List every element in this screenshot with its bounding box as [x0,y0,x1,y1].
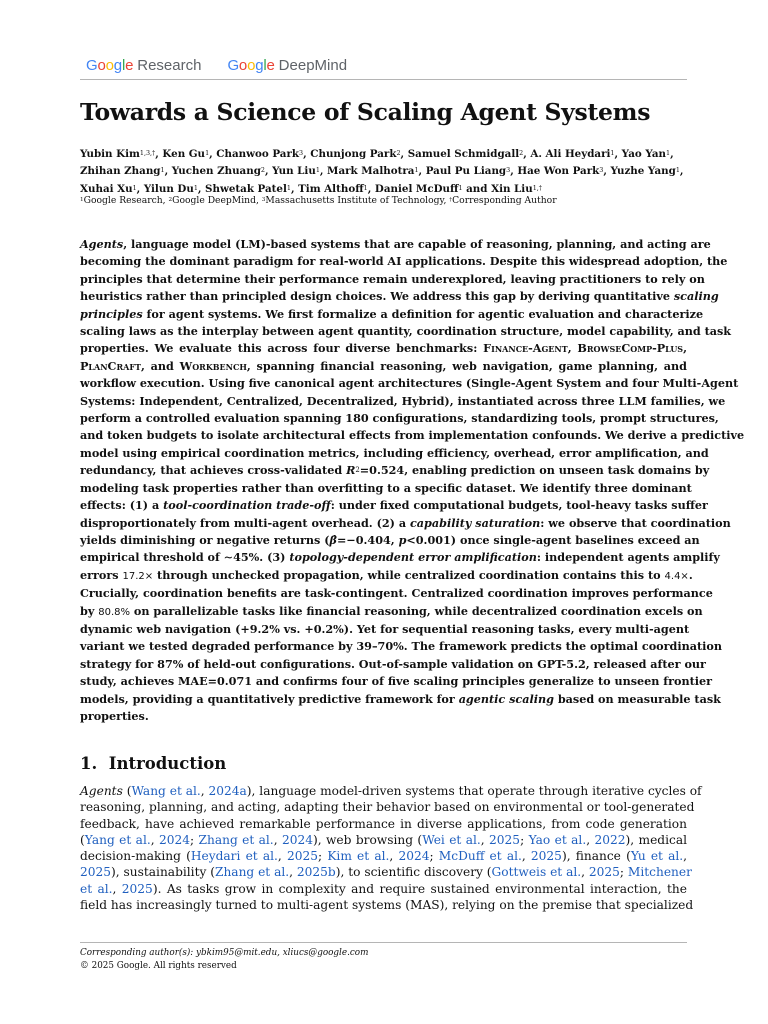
introduction-body [80,783,702,913]
author-name: Yubin Kim$^{1,3,\dagger}$ [80,148,156,160]
abstract-line: disproportionately from multi-agent overhead. (2) a capability saturation: we observe that coordination [80,515,731,530]
citation-link[interactable]: Kim et al. [327,849,390,864]
abstract-line: principles for agent systems. We first formalize a definition for agentic evaluation and characterize [80,306,704,321]
abstract-line: by 80.8% on parallelizable tasks like financial reasoning, while decentralized coordination excels on [80,603,703,618]
abstract-line: Crucially, coordination benefits are task-contingent. Centralized coordination improves performance [80,586,713,601]
citation-link[interactable]: Heydari et al. [190,849,278,864]
author-name: Daniel McDuff$^1$ [374,182,463,195]
intro-line: field has increasingly turned to multi-agent systems (MAS), relying on the premise that specialized [80,898,694,913]
header-divider [80,79,687,80]
abstract-line: perform a controlled evaluation spanning 180 configurations, standardizing tools, prompt structures, [80,411,719,426]
abstract-line: properties. We evaluate this across four diverse benchmarks: Finance-Agent, BrowseComp-Plus, [80,341,687,356]
citation-link[interactable]: McDuff et al. [438,849,522,864]
intro-line: Agents (Wang et al., 2024a), language model-driven systems that operate through iterative cycles of [80,784,702,798]
citation-link[interactable]: et al. [80,881,113,896]
citation-link[interactable]: Yu et al. [630,849,684,864]
author-name: Paul Pu Liang$^3$ [425,165,511,178]
citation-link[interactable]: 2025 [121,881,153,896]
citation-link[interactable]: Wang et al. [131,784,201,798]
abstract-line: models, providing a quantitatively predictive framework for agentic scaling based on measurable task [80,691,721,706]
abstract-line: principles that determine their performance remain underexplored, leaving practitioners to rely on [80,271,705,286]
google-wordmark: Google [86,56,134,74]
citation-link[interactable]: 2025 [530,849,562,864]
author-line: Xuhai Xu$^1$, Yilun Du$^1$, Shwetak Patel$^1$, Tim Althoff$^1$, Daniel McDuff$^1$ and Xin Liu$^{1,\dagger}$ [80,182,542,195]
abstract-line: Agents, language model (LM)-based systems that are capable of reasoning, planning, and acting are [80,237,711,251]
intro-line: 2025), sustainability (Zhang et al., 2025b), to scientific discovery (Gottweis et al., 2025; Mitchener [80,865,692,880]
citation-link[interactable]: Gottweis et al. [491,865,582,880]
author-name: Yao Yan$^1$ [621,148,671,160]
citation-link[interactable]: 2024 [281,832,313,847]
citation-link[interactable]: Yao et al. [528,832,587,847]
citation-link[interactable]: 2024 [398,849,430,864]
author-name: A. Ali Heydari$^1$ [530,148,615,160]
intro-line: feedback, have achieved remarkable performance in diverse applications, from code generation [80,816,687,831]
author-name: Xin Liu$^{1,\dagger}$ [491,182,542,195]
research-label: Research [137,56,202,74]
google-wordmark: Google [227,56,275,74]
paper-title: Towards a Science of Scaling Agent Systems [80,98,651,126]
author-name: Tim Althoff$^1$ [298,182,368,195]
author-list [80,146,687,198]
abstract-line: variant we tested degraded performance by 39–70%. The framework predicts the optimal coordination [80,639,722,654]
abstract [80,236,745,725]
abstract-line: Systems: Independent, Centralized, Decentralized, Hybrid), instantiated across three LLM families, we [80,393,726,408]
author-name: Chanwoo Park$^3$ [216,148,304,160]
abstract-line: study, achieves MAE=0.071 and confirms four of five scaling principles generalize to unseen frontier [80,674,713,689]
author-name: Yuchen Zhuang$^2$ [171,165,265,178]
deepmind-label: DeepMind [278,56,348,74]
author-name: Yun Liu$^1$ [272,165,320,178]
abstract-line: heuristics rather than principled design choices. We address this gap by deriving quantitative scaling [80,289,719,304]
abstract-line: yields diminishing or negative returns (β̂=−0.404, p<0.001) once single-agent baselines exceed an [80,532,700,547]
corresponding-author-note: Corresponding author(s): ybkim95@mit.edu, xliucs@google.com [80,948,369,958]
abstract-line: properties. [80,708,149,723]
author-name: Ken Gu$^1$ [162,148,210,160]
intro-line: reasoning, planning, and acting, adapting their behavior based on environmental or tool-generated [80,800,695,815]
section-heading: 1. Introduction [80,754,227,773]
google-research-logo [86,57,201,74]
citation-link[interactable]: 2025 [286,849,319,864]
abstract-line: effects: (1) a tool-coordination trade-off: under fixed computational budgets, tool-heavy tasks suffer [80,498,708,513]
author-name: Mark Malhotra$^1$ [327,165,419,178]
affiliations: $^1$Google Research, $^2$Google DeepMind, $^3$Massachusetts Institute of Technology, †Corresponding Author [80,195,557,206]
header-logos [86,54,347,76]
citation-link[interactable]: Wei et al. [422,832,481,847]
intro-line: decision-making (Heydari et al., 2025; Kim et al., 2024; McDuff et al., 2025), finance (Yu et al., [80,849,688,864]
abstract-line: modeling task properties rather than overfitting to a specific dataset. We identify three dominant [80,480,692,495]
footnote-divider [80,942,687,943]
abstract-line: workflow execution. Using five canonical agent architectures (Single-Agent System and four Multi-Agent [80,376,739,391]
author-name: Samuel Schmidgall$^2$ [407,148,524,160]
abstract-line: strategy for 87% of held-out configurations. Out-of-sample validation on GPT-5.2, released after our [80,656,706,671]
copyright-note: © 2025 Google. All rights reserved [80,960,237,971]
footnote [80,947,368,972]
abstract-line: model using empirical coordination metrics, including efficiency, overhead, error amplification, and [80,445,709,460]
citation-link[interactable]: Mitchener [627,865,692,880]
citation-link[interactable]: Zhang et al. [198,832,274,847]
abstract-line: PlanCraft, and Workbench, spanning financial reasoning, web navigation, game planning, and [80,358,687,373]
intro-line: et al., 2025). As tasks grow in complexity and require sustained environmental interaction, the [80,881,687,896]
citation-link[interactable]: 2022 [594,832,626,847]
paper-page [80,0,745,1024]
abstract-line: scaling laws as the interplay between agent quantity, coordination structure, model capability, and task [80,324,732,339]
citation-link[interactable]: Yang et al. [84,832,151,847]
author-name: Chunjong Park$^2$ [310,148,401,160]
author-line: Zhihan Zhang$^1$, Yuchen Zhuang$^2$, Yun Liu$^1$, Mark Malhotra$^1$, Paul Pu Liang$^3$, Hae Won Park$^3$, Yuzhe Yang$^1$, [80,165,684,178]
author-name: Hae Won Park$^3$ [517,165,604,178]
intro-line: (Yang et al., 2024; Zhang et al., 2024), web browsing (Wei et al., 2025; Yao et al., 2022), medical [80,832,687,847]
abstract-line: errors 17.2× through unchecked propagation, while centralized coordination contains this to 4.4×. [80,567,693,582]
abstract-line: becoming the dominant paradigm for real-world AI applications. Despite this widespread adoption, the [80,254,728,269]
abstract-line: redundancy, that achieves cross-validated $R^2=0.524$, enabling prediction on unseen task domains by [80,463,710,478]
author-name: Xuhai Xu$^1$ [80,182,137,195]
citation-link[interactable]: 2025 [588,865,620,880]
citation-link[interactable]: Zhang et al. [214,865,290,880]
author-line: Yubin Kim$^{1,3,\dagger}$, Ken Gu$^1$, Chanwoo Park$^3$, Chunjong Park$^2$, Samuel Schmidgall$^2$, A. Ali Heydari$^1$, Yao Yan$^1$, [80,148,674,160]
abstract-line: empirical threshold of ∼45%. (3) topology-dependent error amplification: independent agents amplify [80,550,720,565]
author-name: Yilun Du$^1$ [143,182,198,195]
author-name: Zhihan Zhang$^1$ [80,165,165,178]
author-name: Yuzhe Yang$^1$ [610,165,680,178]
google-deepmind-logo [227,57,347,74]
citation-link[interactable]: 2025 [489,832,521,847]
abstract-line: dynamic web navigation (+9.2% vs. +0.2%). Yet for sequential reasoning tasks, every multi-agent [80,621,690,636]
citation-link[interactable]: 2025 [80,865,112,880]
citation-link[interactable]: 2025b [296,865,336,880]
abstract-line: and token budgets to isolate architectural effects from implementation confounds. We derive a predictive [80,428,745,443]
citation-link[interactable]: 2024a [208,784,247,798]
author-name: Shwetak Patel$^1$ [205,182,291,195]
citation-link[interactable]: 2024 [158,832,191,847]
